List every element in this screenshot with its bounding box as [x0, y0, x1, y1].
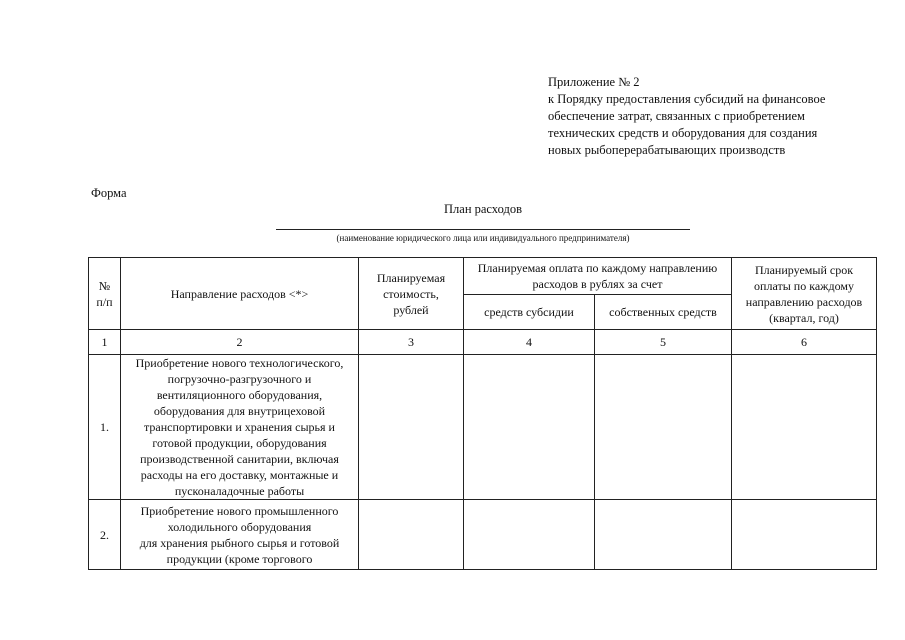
- row-direction: [121, 355, 359, 500]
- row-planned-cost: [359, 500, 464, 570]
- row-subsidy-funds: [464, 500, 595, 570]
- appendix-header: [548, 74, 888, 159]
- header-planned-payment: [464, 258, 732, 295]
- header-planned-term-line: Планируемый срок: [754, 262, 854, 277]
- column-number: 6: [732, 330, 877, 355]
- expense-plan-table: [88, 257, 877, 570]
- column-number: 1: [89, 330, 121, 355]
- form-label: Форма: [91, 186, 127, 200]
- organization-name-caption: (наименование юридического лица или индивидуального предпринимателя): [336, 233, 630, 243]
- appendix-line: технических средств и оборудования для создания: [548, 126, 818, 140]
- column-number-row: [89, 330, 877, 355]
- column-number: 3: [359, 330, 464, 355]
- appendix-line: обеспечение затрат, связанных с приобретением: [548, 109, 805, 123]
- header-subsidy-funds: средств субсидии: [464, 295, 595, 330]
- header-planned-term-line: (квартал, год): [769, 310, 839, 325]
- header-number-line: №: [98, 278, 111, 293]
- header-own-funds: собственных средств: [595, 295, 732, 330]
- row-number: 1.: [89, 355, 121, 500]
- document-title: План расходов: [444, 202, 522, 216]
- header-planned-cost: [359, 258, 464, 330]
- row-direction: [121, 500, 359, 570]
- header-row: [89, 258, 877, 295]
- row-direction-line: оборудования для внутрицеховой: [153, 404, 326, 418]
- header-planned-cost-line: Планируемая: [376, 270, 446, 285]
- header-planned-term-line: направлению расходов: [745, 294, 863, 309]
- row-direction-line: расходы на его доставку, монтажные и: [140, 468, 339, 482]
- row-direction-line: Приобретение нового технологического,: [135, 356, 344, 370]
- row-direction-line: транспортировки и хранения сырья и: [144, 420, 335, 434]
- row-direction-line: продукции (кроме торгового: [166, 551, 313, 566]
- row-direction-line: Приобретение нового промышленного: [140, 503, 339, 518]
- header-planned-cost-line: рублей: [393, 302, 429, 317]
- table-row: [89, 355, 877, 500]
- row-subsidy-funds: [464, 355, 595, 500]
- row-direction-line: погрузочно-разгрузочного и: [167, 372, 312, 386]
- appendix-line: Приложение № 2: [548, 75, 640, 89]
- header-direction: Направление расходов <*>: [121, 258, 359, 330]
- appendix-line: к Порядку предоставления субсидий на финансовое: [548, 92, 826, 106]
- row-own-funds: [595, 500, 732, 570]
- row-planned-term: [732, 355, 877, 500]
- column-number: 4: [464, 330, 595, 355]
- row-direction-line: для хранения рыбного сырья и готовой: [139, 535, 340, 550]
- row-planned-cost: [359, 355, 464, 500]
- row-direction-line: вентиляционного оборудования,: [156, 388, 323, 402]
- row-planned-term: [732, 500, 877, 570]
- header-planned-term: [732, 258, 877, 330]
- row-direction-line: холодильного оборудования: [167, 519, 312, 534]
- organization-name-line: [276, 229, 690, 230]
- header-planned-payment-line: Планируемая оплата по каждому направлению: [477, 261, 718, 275]
- column-number: 2: [121, 330, 359, 355]
- table-row: [89, 500, 877, 570]
- header-planned-cost-line: стоимость,: [383, 286, 439, 301]
- appendix-line: новых рыбоперерабатывающих производств: [548, 143, 786, 157]
- header-planned-term-line: оплаты по каждому: [754, 278, 854, 293]
- header-planned-payment-line: расходов в рублях за счет: [532, 277, 663, 291]
- row-direction-line: готовой продукции, оборудования: [152, 436, 327, 450]
- header-number: [89, 258, 121, 330]
- column-number: 5: [595, 330, 732, 355]
- row-own-funds: [595, 355, 732, 500]
- row-direction-line: производственной санитарии, включая: [140, 452, 339, 466]
- row-direction-line: пусконаладочные работы: [174, 484, 305, 498]
- header-number-line: п/п: [96, 294, 113, 309]
- row-number: 2.: [89, 500, 121, 570]
